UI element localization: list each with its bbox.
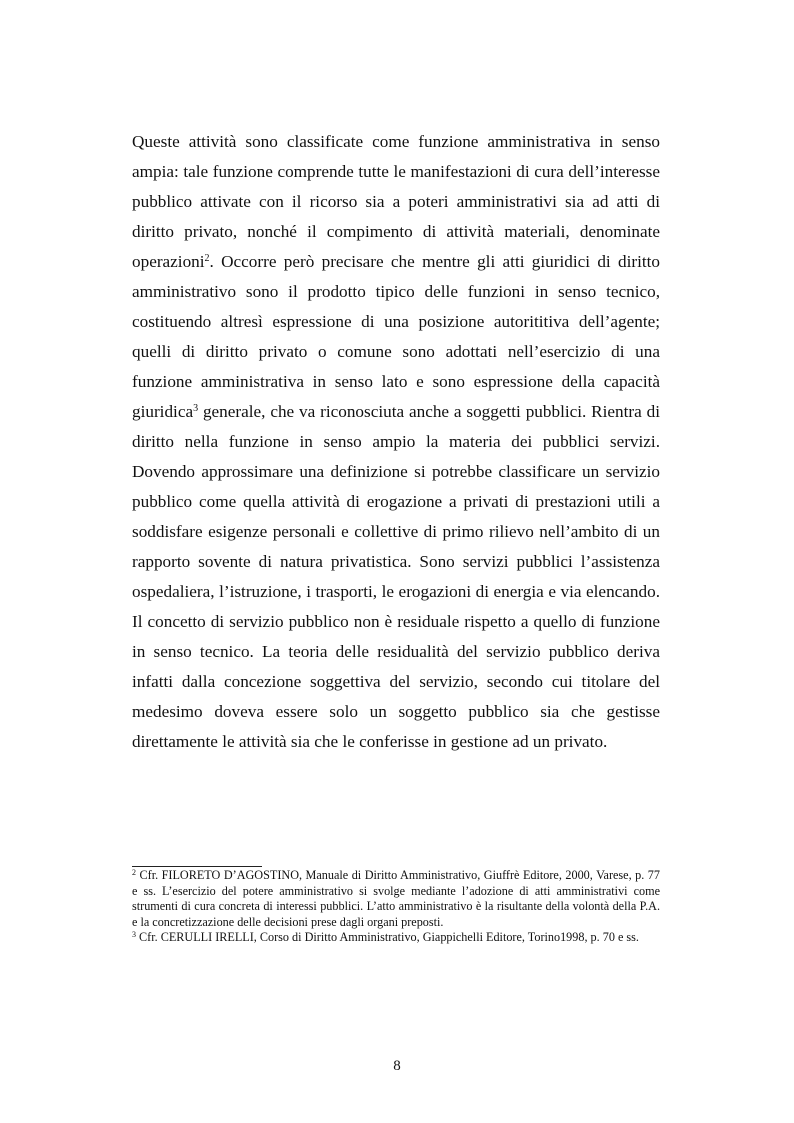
footnote-number: 2 [132,868,136,877]
footnote-3 [132,930,660,946]
body-paragraph [132,127,660,757]
footnote-text: Cfr. FILORETO D’AGOSTINO, Manuale di Diritto Amministrativo, Giuffrè Editore, 2000, Varese, p. 77 e ss. L’esercizio del potere amministrativo si svolge mediante l’adozione di atti amministrativi come strumenti di cura concreta di interessi pubblici. L’atto amministrativo è la risultante della volontà della P.A. e la concretizzazione delle decisioni prese dagli organi preposti. [132,868,660,929]
body-text-segment-1: Queste attività sono classificate come funzione amministrativa in senso ampia: tale funzione comprende tutte le manifestazioni di cura dell’interesse pubblico attivate con il ricorso sia a poteri amministrativi sia ad atti di diritto privato, nonché il compimento di attività materiali, denominate operazioni [132,132,660,271]
footnotes [132,868,660,946]
footnote-2 [132,868,660,930]
footnote-separator [132,866,262,867]
page-number: 8 [393,1058,401,1074]
body-text-segment-2: . Occorre però precisare che mentre gli atti giuridici di diritto amministrativo sono il prodotto tipico delle funzioni in senso tecnico, costituendo altresì espressione di una posizione autorititiva dell’agente; quelli di diritto privato o comune sono adottati nell’esercizio di una funzione amministrativa in senso lato e sono espressione della capacità giuridica [132,252,660,421]
footnote-ref-3[interactable]: 3 [193,403,199,414]
body-text-segment-3: generale, che va riconosciuta anche a soggetti pubblici. Rientra di diritto nella funzione in senso ampio la materia dei pubblici servizi. Dovendo approssimare una definizione si potrebbe classificare un servizio pubblico come quella attività di erogazione a privati di prestazioni utili a soddisfare esigenze personali e collettive di primo rilievo nell’ambito di un rapporto sovente di natura privatistica. Sono servizi pubblici l’assistenza ospedaliera, l’istruzione, i trasporti, le erogazioni di energia e via elencando. Il concetto di servizio pubblico non è residuale rispetto a quello di funzione in senso tecnico. La teoria delle residualità del servizio pubblico deriva infatti dalla concezione soggettiva del servizio, secondo cui titolare del medesimo doveva essere solo un soggetto pubblico sia che gestisse direttamente le attività sia che le conferisse in gestione ad un privato. [132,402,660,751]
footnote-number: 3 [132,930,136,940]
footnote-ref-2[interactable]: 2 [204,253,210,264]
footnote-text: Cfr. CERULLI IRELLI, Corso di Diritto Amministrativo, Giappichelli Editore, Torino1998, p. 70 e ss. [136,930,639,945]
